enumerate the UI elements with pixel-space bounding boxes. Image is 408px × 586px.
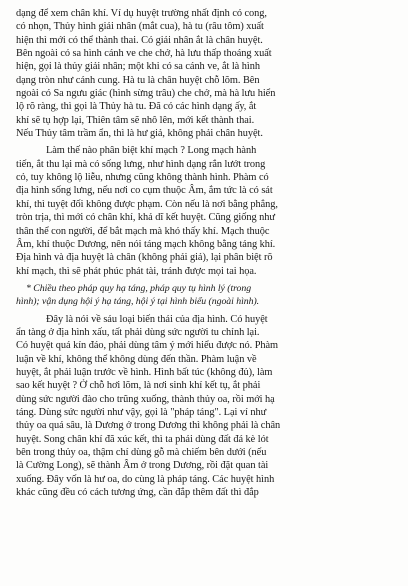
text-line: khí mạch, thì sẽ phát phúc phát tài, tránh được mọi tai họa. <box>16 265 257 277</box>
text-line: huyệt. Song chân khí đã xúc kết, thì ta phải dùng đất đá kè lót <box>16 433 269 445</box>
text-line: thân thể con người, để bắt mạch mà khó thấy khí. Mạch thuộc <box>16 225 270 237</box>
text-line: luận về khí, không thể không dùng đến thần. Phàm luận về <box>16 353 257 365</box>
text-line: xuống. Đây vốn là hư oa, do cùng là pháp táng. Các huyệt hình <box>16 473 275 485</box>
text-line: Địa hình và địa huyệt là chân (không phải giả), lại phân biệt rõ <box>16 252 273 264</box>
text-line: ẩn tàng ở địa hình xấu, tất phải dùng sức người tu chỉnh lại. <box>16 326 260 338</box>
note-paragraph <box>16 282 396 309</box>
text-line: có nhọn, Thủy hình giải nhân (mắt cua), hà tu (râu tôm) xuất <box>16 21 264 33</box>
text-line: tròn trịa, thì mới có chân khí, khả dĩ kết huyệt. Cũng giống như <box>16 212 275 224</box>
text-line: lộ rõ ràng, thì gọi là Thủy hà tu. Đã có các hình dạng ấy, ắt <box>16 101 257 113</box>
text-line: sao kết huyệt ? Ở chỗ hơi lõm, là nơi sinh khí kết tụ, ắt phải <box>16 380 261 392</box>
paragraph-1 <box>16 7 396 140</box>
paragraph-3 <box>16 313 396 500</box>
text-line: Bên ngoài có sa hình cánh ve che chở, hà lưu thấp thoáng xuất <box>16 48 272 60</box>
text-line: khác cũng đều có cách tương ứng, cần đắp thêm đất thì đắp <box>16 487 259 499</box>
page-text <box>16 7 396 499</box>
text-line: bên trong thủy oa, thậm chí dùng gỗ mà chiếm bên dưới (nếu <box>16 447 267 458</box>
text-line: hiện, gọi là thủy giải nhân; một khi có sa cánh ve, ắt là hình <box>16 61 260 73</box>
text-line: dạng để xem chân khí. Ví dụ huyệt trường nhất định có cong, <box>16 8 267 19</box>
paragraph-2 <box>16 144 396 277</box>
text-line-first: Đây là nói về sáu loại biến thái của địa hình. Có huyệt <box>46 313 268 325</box>
text-line: cỏ, tuy không lộ liễu, nhưng cũng không thành hình. Phàm có <box>16 172 269 184</box>
text-line: ngoài có Sa ngưu giác (hình sừng trâu) che chở, mà hà lưu hiển <box>16 88 276 100</box>
text-line: dùng sức người đào cho trũng xuống, thành thủy oa, rồi mới hạ <box>16 393 275 405</box>
text-line: Âm, khí thuộc Dương, nên nói táng mạch không bằng táng khí. <box>16 238 276 250</box>
text-line: tiến, ắt thu lại mà có sống lưng, như hình dạng rắn lướt trong <box>16 158 266 170</box>
note-line: * Chiều theo pháp quy hạ táng, pháp quy tụ hình lý (trong <box>26 282 252 294</box>
text-line: là Cường Long), sẽ thành Âm ở trong Dương, rồi đặt quan tài <box>16 460 269 472</box>
text-line: Có huyệt quá kín đáo, phải dùng tâm ý mới hiểu được nó. Phàm <box>16 340 279 352</box>
note-line: hình); vận dụng hội ý hạ táng, hội ý tại hình biểu (ngoài hình). <box>16 296 260 308</box>
text-line: dạng tròn như cánh cung. Hà tu là chân huyệt chỗ lõm. Bên <box>16 74 260 86</box>
text-line: huyệt, ắt phải luận trước về hình. Hình bất túc (không đủ), làm <box>16 366 273 378</box>
text-line: khí sẽ tụ hợp lại, Thiên tâm sẽ nhô lên, mới kết thành thai. <box>16 114 255 126</box>
text-line: địa hình sống lưng, nếu nơi co cụm thuộc Âm, ắm tức là có sát <box>16 185 273 197</box>
text-line: Nếu Thủy tâm trầm ẩn, thì là hư giả, không phải chân huyệt. <box>16 128 263 140</box>
text-line: táng. Dùng sức người như vậy, gọi là "pháp táng". Lại ví như <box>16 406 267 418</box>
text-line-first: Làm thế nào phân biệt khí mạch ? Long mạch hành <box>46 145 257 157</box>
text-line: thủy oa quá sâu, là Dương ở trong Dương thì không phải là chân <box>16 420 281 432</box>
text-line: hiện thì mới có thể thành thai. Có giải nhân ắt là chân huyệt. <box>16 34 263 46</box>
text-line: khí, thì tuyệt đối không được phạm. Còn nếu là nơi bằng phẳng, <box>16 198 278 210</box>
